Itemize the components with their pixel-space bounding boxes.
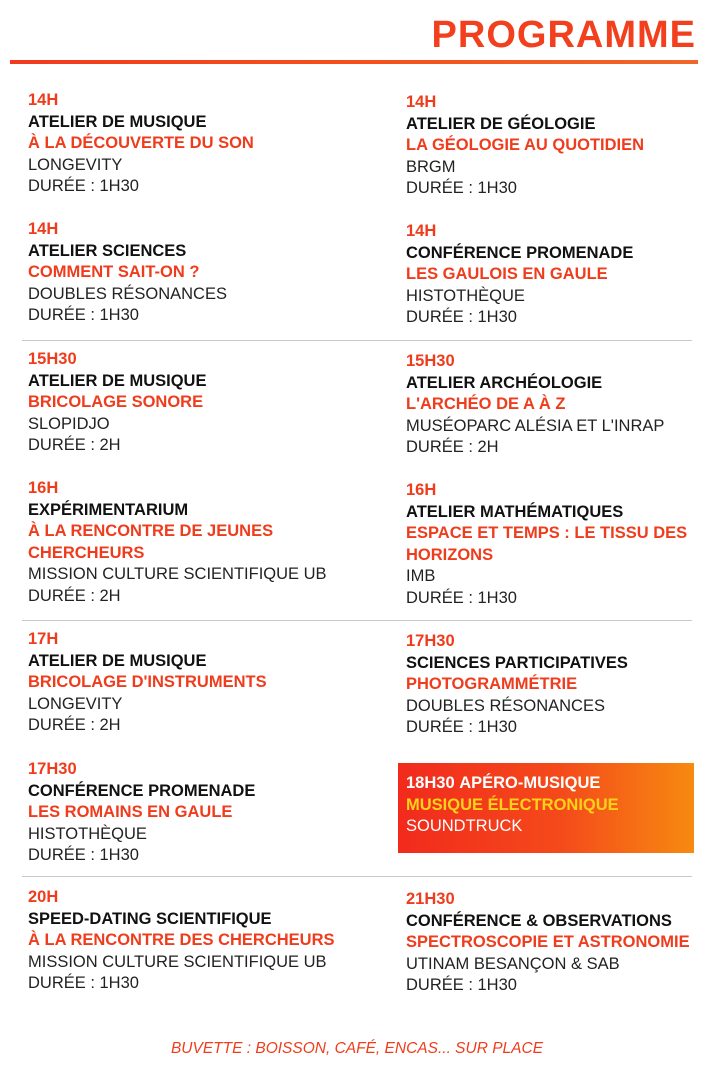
highlight-time: 18H30 (406, 774, 455, 792)
footer-note: BUVETTE : BOISSON, CAFÉ, ENCAS... SUR PLACE (170, 1040, 544, 1057)
event-type: ATELIER DE MUSIQUE (28, 651, 207, 670)
event-card (28, 759, 368, 867)
event-organizer: SLOPIDJO (28, 414, 110, 433)
event-title: LES GAULOIS EN GAULE (406, 265, 608, 284)
page-title: PROGRAMME (431, 14, 696, 56)
event-card (406, 480, 714, 610)
event-organizer: BRGM (406, 157, 456, 176)
event-duration: DURÉE : 1H30 (406, 718, 517, 737)
event-title: BRICOLAGE D'INSTRUMENTS (28, 673, 267, 692)
event-duration: DURÉE : 2H (406, 438, 499, 457)
event-card (28, 90, 368, 198)
event-type: ATELIER DE MUSIQUE (28, 371, 207, 390)
event-type: CONFÉRENCE PROMENADE (406, 243, 634, 262)
event-type: ATELIER ARCHÉOLOGIE (406, 373, 603, 392)
event-type: ATELIER MATHÉMATIQUES (406, 502, 624, 521)
event-card (28, 887, 368, 995)
event-type: EXPÉRIMENTARIUM (28, 500, 189, 519)
event-duration: DURÉE : 1H30 (28, 306, 139, 325)
event-organizer: HISTOTHÈQUE (28, 824, 147, 843)
event-title: COMMENT SAIT-ON ? (28, 263, 200, 282)
event-card (406, 631, 714, 739)
event-card (406, 221, 714, 329)
event-title: PHOTOGRAMMÉTRIE (406, 675, 578, 694)
event-duration: DURÉE : 2H (28, 716, 121, 735)
section-divider (22, 876, 692, 877)
event-card (406, 889, 714, 997)
event-duration: DURÉE : 1H30 (406, 976, 517, 995)
event-time: 14H (28, 91, 59, 109)
event-organizer: IMB (406, 567, 436, 586)
event-card (28, 629, 368, 737)
event-time: 15H30 (28, 350, 77, 368)
event-time: 15H30 (406, 352, 455, 370)
highlight-type: APÉRO-MUSIQUE (459, 774, 601, 792)
event-title: À LA DÉCOUVERTE DU SON (28, 134, 254, 153)
event-duration: DURÉE : 1H30 (406, 179, 517, 198)
event-type: ATELIER DE MUSIQUE (28, 112, 207, 131)
event-duration: DURÉE : 1H30 (28, 974, 139, 993)
highlight-event-box (398, 763, 694, 853)
highlight-subtitle: MUSIQUE ÉLECTRONIQUE (406, 795, 619, 814)
event-type: CONFÉRENCE & OBSERVATIONS (406, 911, 672, 930)
event-time: 17H30 (406, 632, 455, 650)
event-card (28, 219, 368, 327)
event-title: À LA RENCONTRE DE JEUNES CHERCHEURS (28, 522, 274, 562)
event-organizer: MISSION CULTURE SCIENTIFIQUE UB (28, 952, 327, 971)
event-time: 14H (406, 222, 437, 240)
event-organizer: DOUBLES RÉSONANCES (28, 284, 227, 303)
event-title: BRICOLAGE SONORE (28, 393, 204, 412)
event-organizer: UTINAM BESANÇON & SAB (406, 954, 620, 973)
event-organizer: MISSION CULTURE SCIENTIFIQUE UB (28, 565, 327, 584)
event-type: ATELIER DE GÉOLOGIE (406, 114, 596, 133)
event-title: ESPACE ET TEMPS : LE TISSU DES HORIZONS (406, 524, 688, 564)
event-time: 16H (406, 481, 437, 499)
event-time: 21H30 (406, 890, 455, 908)
event-card (406, 92, 714, 200)
event-duration: DURÉE : 1H30 (28, 846, 139, 865)
event-title: À LA RENCONTRE DES CHERCHEURS (28, 931, 335, 950)
event-title: L'ARCHÉO DE A À Z (406, 395, 566, 414)
event-card (28, 478, 368, 608)
section-divider (22, 340, 692, 341)
event-duration: DURÉE : 2H (28, 436, 121, 455)
event-title: LES ROMAINS EN GAULE (28, 803, 233, 822)
event-time: 20H (28, 888, 59, 906)
event-duration: DURÉE : 1H30 (28, 177, 139, 196)
event-organizer: HISTOTHÈQUE (406, 286, 525, 305)
event-title: SPECTROSCOPIE ET ASTRONOMIE (406, 933, 690, 952)
event-card (28, 349, 368, 457)
event-duration: DURÉE : 2H (28, 586, 121, 605)
header-divider (10, 60, 698, 64)
event-organizer: LONGEVITY (28, 155, 123, 174)
event-time: 17H30 (28, 760, 77, 778)
event-organizer: LONGEVITY (28, 694, 123, 713)
event-time: 14H (28, 220, 59, 238)
event-time: 14H (406, 93, 437, 111)
event-duration: DURÉE : 1H30 (406, 588, 517, 607)
event-time: 16H (28, 479, 59, 497)
event-organizer: DOUBLES RÉSONANCES (406, 696, 605, 715)
event-type: SCIENCES PARTICIPATIVES (406, 653, 628, 672)
event-type: SPEED-DATING SCIENTIFIQUE (28, 909, 272, 928)
event-title: LA GÉOLOGIE AU QUOTIDIEN (406, 136, 645, 155)
highlight-organizer: SOUNDTRUCK (406, 817, 523, 836)
event-duration: DURÉE : 1H30 (406, 308, 517, 327)
event-organizer: MUSÉOPARC ALÉSIA ET L'INRAP (406, 416, 665, 435)
event-card (406, 351, 714, 459)
section-divider (22, 620, 692, 621)
event-time: 17H (28, 630, 59, 648)
event-type: CONFÉRENCE PROMENADE (28, 781, 256, 800)
event-type: ATELIER SCIENCES (28, 241, 187, 260)
